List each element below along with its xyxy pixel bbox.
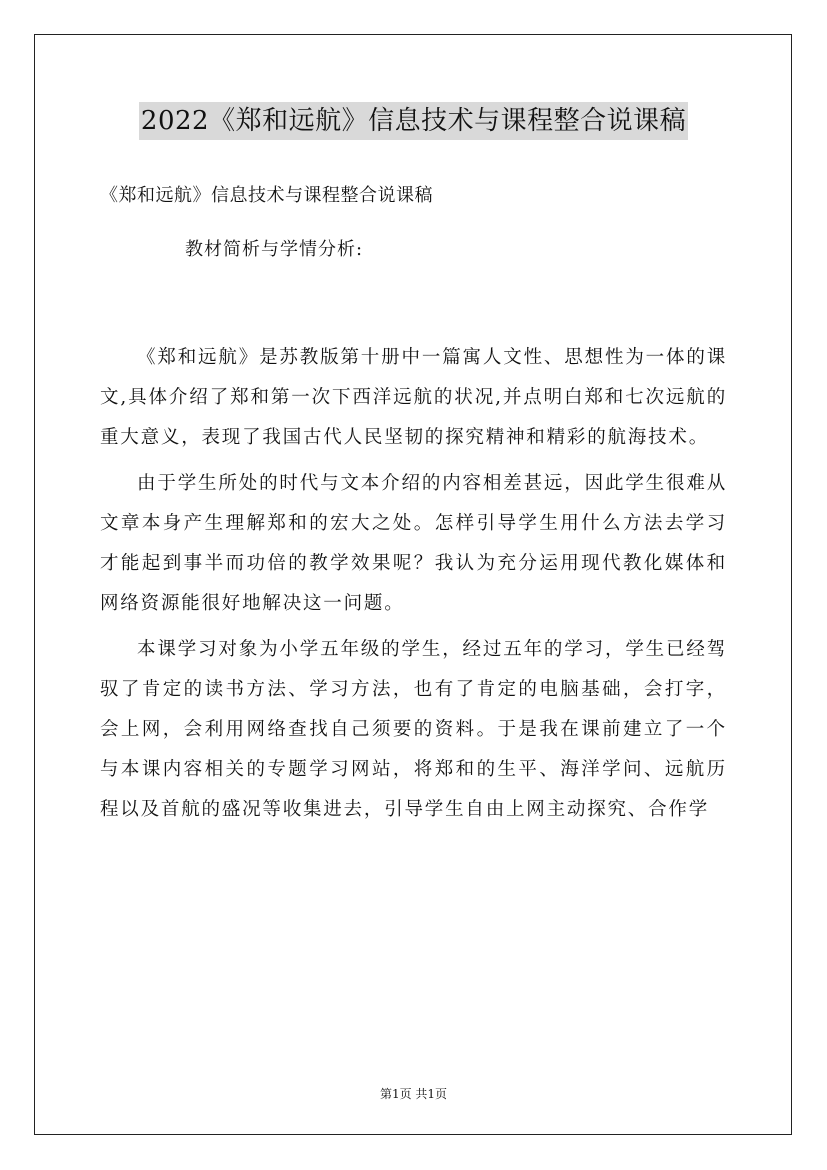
document-subtitle: 《郑和远航》信息技术与课程整合说课稿	[100, 185, 433, 206]
paragraph: 由于学生所处的时代与文本介绍的内容相差甚远，因此学生很难从文章本身产生理解郑和的宏大之处。怎样引导学生用什么方法去学习才能起到事半而功倍的教学效果呢？我认为充分运用现代教化媒体和网络资源能很好地解决这一问题。	[100, 473, 727, 614]
paragraph: 本课学习对象为小学五年级的学生，经过五年的学习，学生已经驾驭了肯定的读书方法、学习方法，也有了肯定的电脑基础，会打字，会上网，会利用网络查找自己须要的资料。于是我在课前建立了一个与本课内容相关的专题学习网站，将郑和的生平、海洋学问、远航历程以及首航的盛况等收集进去，引导学生自由上网主动探究、合作学	[100, 639, 727, 820]
paragraph: 《郑和远航》是苏教版第十册中一篇寓人文性、思想性为一体的课文,具体介绍了郑和第一次下西洋远航的状况,并点明白郑和七次远航的重大意义，表现了我国古代人民坚韧的探究精神和精彩的航海技术。	[100, 347, 727, 448]
document-title	[0, 100, 827, 137]
document-body	[100, 338, 727, 836]
page-footer: 第1页 共1页	[379, 1087, 448, 1101]
document-title-text: 2022《郑和远航》信息技术与课程整合说课稿	[139, 102, 688, 140]
section-heading: 教材简析与学情分析:	[185, 239, 364, 260]
